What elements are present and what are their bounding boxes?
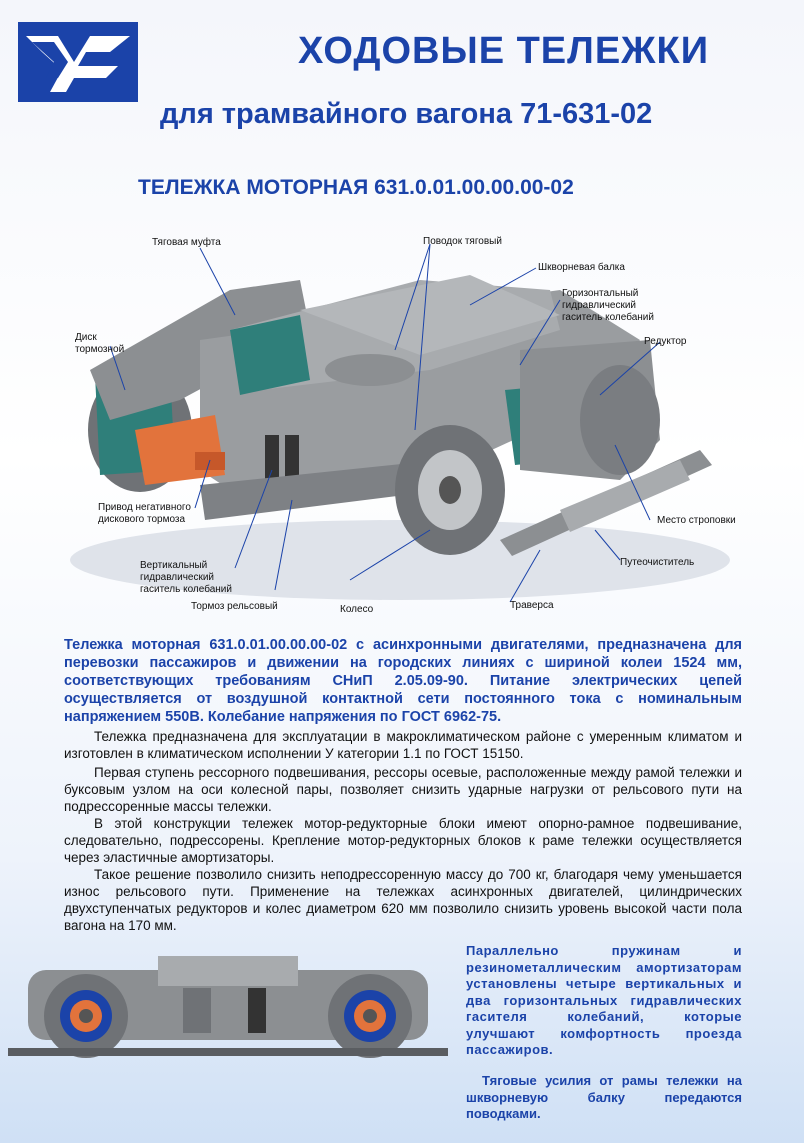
wheel-front-icon <box>395 425 505 555</box>
label-rail-brake: Тормоз рельсовый <box>191 601 278 612</box>
wheel-left-side-icon <box>44 974 128 1058</box>
body-paragraph-1: Тележка предназначена для эксплуатации в макроклиматическом районе с умеренным климатом и изготовлен в климатическом исполнении У категории 1.1 по ГОСТ 15150. <box>64 729 742 761</box>
side-paragraph-2: Тяговые усилия от рамы тележки на шкворневую балку передаются поводками. <box>466 1073 742 1121</box>
label-traction-rod: Поводок тяговый <box>423 236 502 247</box>
lead-paragraph: Тележка моторная 631.0.01.00.00.00-02 с асинхронными двигателями, предназначена для перевозки пассажиров и движении на городских линиях с шириной колеи 1524 мм, соответствующих требованиям СНиП 2.05.09-90. Питание электрических цепей осуществляется от воздушной контактной сети постоянного тока с номинальным напряжением 550В. Колебание напряжения по ГОСТ 6962-75. <box>64 637 742 725</box>
wheel-right-side-icon <box>328 974 412 1058</box>
label-brake-disc: Диск тормозной <box>75 332 125 355</box>
uk-logo-icon <box>18 22 138 102</box>
label-traverse: Траверса <box>510 600 554 611</box>
bogie-side-view-illustration <box>8 948 448 1068</box>
page-subtitle: для трамвайного вагона 71-631-02 <box>160 98 653 130</box>
label-brake-drive: Привод негативного дискового тормоза <box>98 502 191 525</box>
section-heading: ТЕЛЕЖКА МОТОРНАЯ 631.0.01.00.00.00-02 <box>138 176 574 199</box>
label-traction-coupling: Тяговая муфта <box>152 237 221 248</box>
label-reducer: Редуктор <box>644 336 687 347</box>
label-track-cleaner: Путеочиститель <box>620 557 695 568</box>
body-paragraph-2: Первая ступень рессорного подвешивания, рессоры осевые, расположенные между рамой тележки и буксовым узлом на оси колесной пары, позволяет снизить ударные нагрузки от рельсового пути на подрессоренные массы тележки. <box>64 765 742 814</box>
body-paragraph-4: Такое решение позволило снизить неподрессоренную массу до 700 кг, благодаря чему уменьшается износ рельсового пути. Применение на тележках асинхронных двигателей, цилиндрических двухступенчатых редукторов и колес диаметром 620 мм позволило снизить уровень высокой части пола вагона на 170 мм. <box>64 867 742 933</box>
label-pivot-beam: Шкворневая балка <box>538 262 625 273</box>
label-wheel: Колесо <box>340 604 374 615</box>
page-title: ХОДОВЫЕ ТЕЛЕЖКИ <box>298 30 710 72</box>
label-lifting-point: Место строповки <box>657 515 736 526</box>
side-paragraph-1: Параллельно пружинам и резинометаллическим амортизаторам установлены четыре вертикальных и два горизонтальных гидравлических гасителя колебаний, которые улучшают комфортность проезда пассажиров. <box>466 943 742 1057</box>
body-paragraph-3: В этой конструкции тележек мотор-редукторные блоки имеют опорно-рамное подвешивание, следовательно, подрессорены. Крепление мотор-редукторных блоков к раме тележки осуществляется через эластичные амортизаторы. <box>64 816 742 865</box>
label-vertical-damper: Вертикальный гидравлический гаситель колебаний <box>140 560 232 595</box>
label-horizontal-damper: Горизонтальный гидравлический гаситель колебаний <box>562 288 654 323</box>
